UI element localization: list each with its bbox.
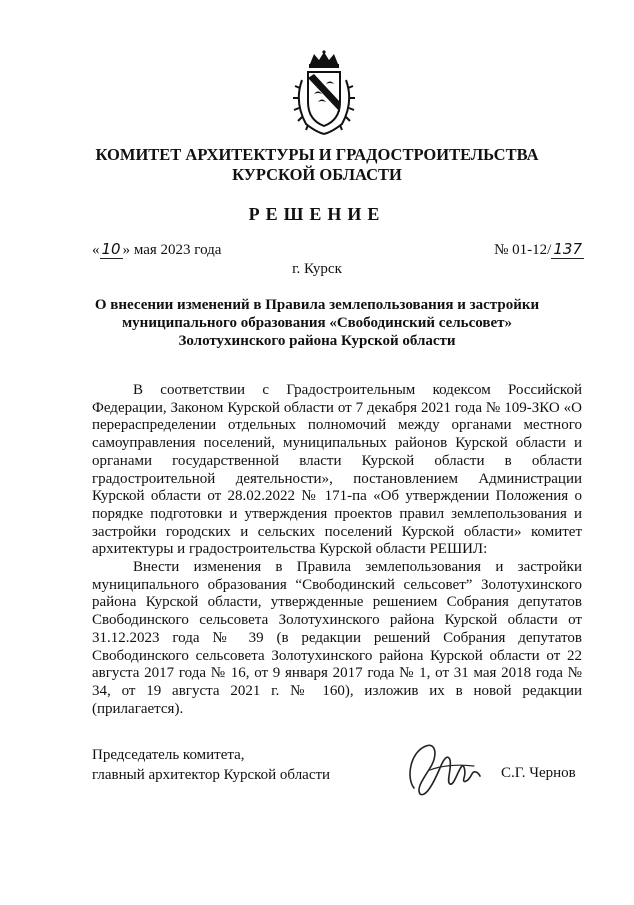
document-subject bbox=[60, 296, 574, 350]
decision-date bbox=[92, 240, 221, 259]
body-paragraph-1: В соответствии с Градостроительным кодексом Российской Федерации, Законом Курской области от 7 декабря 2021 года № 109-ЗКО «О перераспределении отдельных полномочий между органами местного самоуправления поселений, муниципальных районов Курской области и органами государственной власти Курской области в области градостроительной деятельности», постановлением Администрации Курской области от 28.02.2022 № 171-па «Об утверждении Положения о порядке подготовки и утверждения проектов правил землепользования и застройки городских и сельских поселений Курской области» комитет архитектуры и градостроительства Курской области РЕШИЛ: bbox=[92, 382, 582, 558]
date-open-quote: « bbox=[92, 242, 100, 258]
signer-position bbox=[92, 745, 330, 785]
decision-number bbox=[494, 240, 584, 259]
subject-line1: О внесении изменений в Правила землепользования и застройки bbox=[94, 297, 540, 313]
signer-position-line1: Председатель комитета, bbox=[92, 747, 245, 763]
document-type-title: РЕШЕНИЕ bbox=[248, 204, 386, 224]
subject-line3: Золотухинского района Курской области bbox=[178, 333, 456, 349]
document-body bbox=[92, 382, 582, 718]
organization-name-line2: КУРСКОЙ ОБЛАСТИ bbox=[232, 165, 402, 184]
subject-line2: муниципального образования «Свободинский сельсовет» bbox=[121, 315, 513, 331]
signer-name: С.Г. Чернов bbox=[501, 765, 576, 781]
handwritten-number: 137 bbox=[553, 240, 582, 258]
body-paragraph-2: Внести изменения в Правила землепользования и застройки муниципального образования “Свободинский сельсовет” Золотухинского района Курской области, утвержденные решением Собрания депутатов Свободинского сельсовета Золотухинского района Курской области от 31.12.2023 года № 39 (в редакции решений Собрания депутатов Свободинского сельсовета Золотухинского района Курской области от 22 августа 2017 года № 16, от 9 января 2017 года № 1, от 31 мая 2018 года № 34, от 19 августа 2021 г. № 160), изложив их в новой редакции (прилагается). bbox=[92, 559, 582, 717]
city-line: г. Курск bbox=[292, 261, 342, 277]
handwritten-signature bbox=[400, 738, 490, 800]
organization-name-line1: КОМИТЕТ АРХИТЕКТУРЫ И ГРАДОСТРОИТЕЛЬСТВА bbox=[95, 145, 539, 164]
handwritten-day: 10 bbox=[101, 240, 121, 258]
number-prefix: № 01-12/ bbox=[494, 242, 552, 258]
date-month-year: » мая 2023 года bbox=[122, 242, 222, 258]
coat-of-arms-icon bbox=[292, 50, 356, 136]
signer-position-line2: главный архитектор Курской области bbox=[92, 767, 331, 783]
